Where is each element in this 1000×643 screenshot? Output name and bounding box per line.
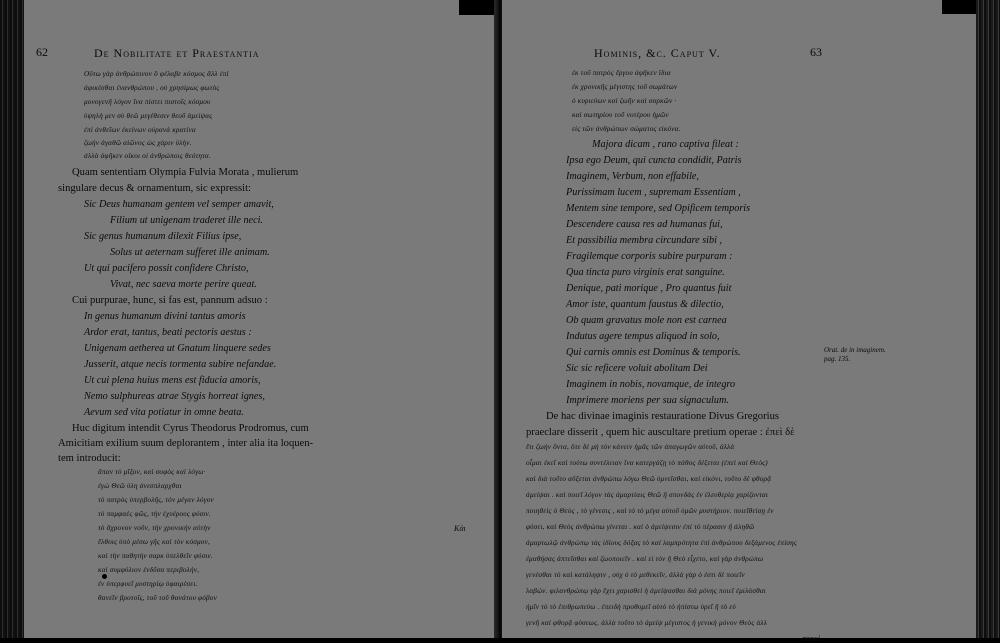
right-page-line: καὶ σωτηρίου τοῦ νοτέρου ἡμῶν (572, 111, 669, 119)
left-page-line: μονογενῆ λόγον ἵνα πίστει πιστοῖς κόσμου (84, 98, 211, 106)
left-page-line: Ut qui pacifero possit confidere Christo, (84, 263, 249, 274)
right-page-line: ποιηθεὶς ὁ Θεὸς , τὸ γένεσις , καὶ τὸ τὸ μέγα αὐτοῦ ὑμῶν μυστήριον. ποιεῖθείσῃ ἐν (526, 507, 774, 515)
right-page (502, 0, 976, 643)
right-page-line: Imaginem, Verbum, non effabile, (566, 171, 699, 182)
left-page-line: Cui purpurae, hunc, si fas est, pannum adsuo : (72, 295, 268, 306)
left-page-line: ἐν ὑπερφυεῖ μυστηρίῳ ὑφαιρέσει. (98, 580, 198, 588)
right-page-line: Indutus agere tempus aliquod in solo, (566, 331, 720, 342)
right-running-head: Hominis, &c. Caput V. (594, 46, 721, 60)
left-page-line: Aevum sed vita potiatur in omne beata. (84, 407, 244, 418)
left-page-line: τὸ πατρὸς ὑπερβολῆς, τὸν μέγαν λόγον (98, 496, 214, 504)
left-page-line: ἐπὶ ἀνθεῖων ἐκείνων οὐρανὰ κρατίνα (84, 126, 196, 134)
right-page-line: Fragilemque corporis subire purpuram : (566, 251, 733, 262)
right-page-line: praeclare disserit , quem hic auscultare pretium operae : ἐπεὶ δὲ (526, 427, 795, 438)
margin-note: Orat. de in imaginem. pag. 135. (824, 346, 886, 363)
right-page-line: Denique, pati morique , Pro quantus fuit (566, 283, 732, 294)
left-page-line: In genus humanum divini tantus amoris (84, 311, 246, 322)
left-page-line: Ardor erat, tantus, beati pectoris aestus : (84, 327, 252, 338)
left-page-line: Sic Deus humanam gentem vel semper amavit, (84, 199, 274, 210)
left-page-line: Jusserit, atque necis tormenta subire nefandae. (84, 359, 277, 370)
left-page-line: ἀφικέσθαι ἐνανθρώπου , οὐ χρησίμως φωτὸς (84, 84, 220, 92)
right-page-line: ὁ κυριεύων καὶ ζωῆν καὶ σαρκῶν · (572, 97, 677, 105)
right-page-line: καὶ διὰ τοῦτο αὔξεται ἀνθρώπω λόγω Θεῶ ὑμνεῖσθαι, καὶ εἰκόνι, τοῦτο δὲ φθορᾷ (526, 475, 772, 483)
left-page-line: ζωὴν ἀγαθῶ αἰῶνος ὡς χάριν ὑλὴν. (84, 139, 192, 147)
left-page-line: Οὕτω γὰρ ἀνθρώπινον ὃ φέλαβε κόσμος ἄλλ ἐπὶ (84, 70, 229, 78)
right-page-line: λαβών. φιλανθρώπῳ γὰρ ἔχει χαρισθεὶ ἡ ἀμείψασθαι διὰ μόνης ποιεῖ ἐμιλάσθαι (526, 587, 766, 595)
left-page-line: Unigenam aetherea ut Gnatum linquere sedes (84, 343, 271, 354)
left-page-line: ἀλλὰ ἀφῆκεν οἴκοι οἱ ἀνθρώποις θεότητα. (84, 152, 211, 160)
right-page-line: οἶμαι ἐκεῖ καὶ τούτω συντέλειαν ἵνα κατεργάζῃ τὸ πάθος δέξεται (ἐπεὶ καὶ Θεὸς) (526, 459, 768, 467)
right-page-line: Imaginem in nobis, novamque, de integro (566, 379, 736, 390)
left-page-line: ἔλθοις ὑπὸ μέσω γῆς καὶ τὸν κόσμον, (98, 538, 210, 546)
right-page-line: φύσει, καὶ Θεὸς ἀνθρώπω γίνεται . καὶ ὁ ἀμείψεσιν ἐπὶ τὸ πέρασιν ἢ ἀληθῶ (526, 523, 755, 531)
left-page-line: καὶ τὴν παθητὴν σαρκ ὑπελθεῖν φύσιν. (98, 552, 213, 560)
right-page-line: γενῆ καὶ φθορᾷ φύσεως. ἀλλὰ τοῦτο τὸ ἀμείψ μέγιστος ἡ γενικὴ μόνον Θεὸς ἀλλ (526, 619, 768, 627)
left-page-line: ὑψηλὴ μεν σὺ θεῶ μεγέθεσιν θεοῦ ἀμείψας (84, 112, 213, 120)
left-page-edges (0, 0, 24, 638)
right-page-line: Mentem sine tempore, sed Opificem temporis (566, 203, 751, 214)
left-page-number: 62 (36, 45, 48, 59)
right-page-line: ἐκ χρονικῆς μέγιστης τοῦ σωμάτων (572, 83, 678, 91)
left-running-head: De Nobilitate et Praestantia (94, 46, 260, 60)
right-page-line: De hac divinae imaginis restauratione Divus Gregorius (546, 411, 779, 422)
left-page-line: Sic genus humanum dilexit Filius ipse, (84, 231, 242, 242)
right-page-line: ἐκ τοῦ πατρὸς ἔργου ἀφῆκεν ἴδια (572, 69, 671, 77)
left-page-line: singulare decus & ornamentum, sic expressit: (58, 183, 251, 194)
right-page-line: ἁμαρτωλῷ ἀνθρώπῳ τὰς ἰδίους δόξας τὸ καὶ λαμπρότητα ἐπὶ ἀνθρώπου δεξάμενος ἐπίσης (526, 539, 798, 547)
ink-spot (102, 574, 107, 579)
left-catchword: Κἀι (454, 524, 466, 533)
right-page-line: Qua tincta puro virginis erat sanguine. (566, 267, 725, 278)
left-page-line: θανεῖν βροτοῖς, τοῦ τοῦ θανάτου φόβον (98, 594, 217, 602)
left-page (24, 0, 498, 638)
left-page-line: Filium ut unigenam traderet ille neci. (110, 215, 263, 226)
right-page-number: 63 (810, 45, 822, 59)
right-page-line: ἐμαθήσας ἀπτεῖσθαι καὶ ζωοποιεῖν . καὶ εἰ τὸν ἢ Θεὸ εἶχετο, καὶ γὰρ ἀνθρώπω (526, 555, 764, 563)
left-page-line: tem introducit: (58, 453, 121, 464)
right-page-line: Sic sic reficere voluit abolitam Dei (566, 363, 708, 374)
left-page-line: Ut cui plena huius mens est fiducia amoris, (84, 375, 261, 386)
right-page-line: γενέσθαι τὸ καὶ κατάληψιν , οὐχ ὁ τὸ μεθεκεῖν, ἀλλὰ γὰρ ὁ ἐστι δὲ ποιεῖν (526, 571, 745, 579)
left-page-line: τὸ ἄχρονον νοῦν, τὴν χρονικὴν αὐτὴν (98, 524, 211, 532)
right-page-line: Amor iste, quantum faustus & dilectio, (566, 299, 724, 310)
right-page-line: Ipsa ego Deum, qui cuncta condidit, Patris (566, 155, 742, 166)
right-page-line: Purissimam lucem , supremam Essentiam , (566, 187, 741, 198)
right-catchword: σαρκί (802, 634, 821, 643)
right-page-line: Imprimere moriens per sua signaculum. (566, 395, 729, 406)
left-page-line: Amicitiam exilium suum deplorantem , inter alia ita loquen- (58, 438, 314, 449)
left-page-line: Vivat, nec saeva morte perire queat. (110, 279, 257, 290)
right-page-line: εἰς τῶν ἀνθρώπων σώματος εἰκόνα. (572, 125, 681, 133)
left-page-line: ἐγὼ Θεῶ ὑλη ἀνεσπλαρχθαι (98, 482, 182, 490)
right-page-line: Ob quam gravatus mole non est carnea (566, 315, 727, 326)
left-page-line: Huc digitum intendit Cyrus Theodorus Prodromus, cum (72, 423, 309, 434)
left-page-line: Solus ut aeternam sufferet ille animam. (110, 247, 270, 258)
right-page-line: Et passibilia membra circundare sibi , (566, 235, 723, 246)
right-page-line: ἡμῖν τὸ τὸ ἐπιθρωπεύω . ἐπειδὴ προθυμεῖ αὐτὸ τὸ ἠπίστω ὑρεῖ ἢ τὸ εὐ (526, 603, 736, 611)
right-page-line: Descendere causa res ad humanas fui, (566, 219, 723, 230)
scan-shadow (459, 0, 494, 15)
right-page-line: Majora dicam , rano captiva fileat : (592, 139, 739, 150)
left-page-line: ἄπαν τὸ μῖξον, καὶ σοφὸς καὶ λόγω· (98, 468, 206, 476)
left-page-line: Nemo sulphureas atrae Stygis horreat ignes, (84, 391, 265, 402)
right-page-line: Qui carnis omnis est Dominus & temporis. (566, 347, 741, 358)
right-page-line: ἀμείψαι . καὶ ποιεῖ λόγον τὰς ἀμαρτίαις Θεῶ ἢ σπονδὰς ἐν ἐλευθερίᾳ χαρίζονται (526, 491, 769, 499)
right-page-edges (976, 0, 1000, 638)
right-page-line: ἔτι ζωὴν ὄντα, ὅτε δὲ μὴ τὸν κάνειν ἡμᾶς τῶν ἀπαγωγῶν αὐτοῦ, ἀλλὰ (526, 443, 735, 451)
left-page-line: τὸ παμφαὲς φῶς, τὴν ἐχυέρους φύσιν. (98, 510, 211, 518)
left-page-line: Quam sententiam Olympia Fulvia Morata , mulierum (72, 167, 299, 178)
left-page-line: καὶ συμφύλιον ἐνδῦσα περιβολήν, (98, 566, 200, 574)
scan-shadow-right (942, 0, 976, 14)
